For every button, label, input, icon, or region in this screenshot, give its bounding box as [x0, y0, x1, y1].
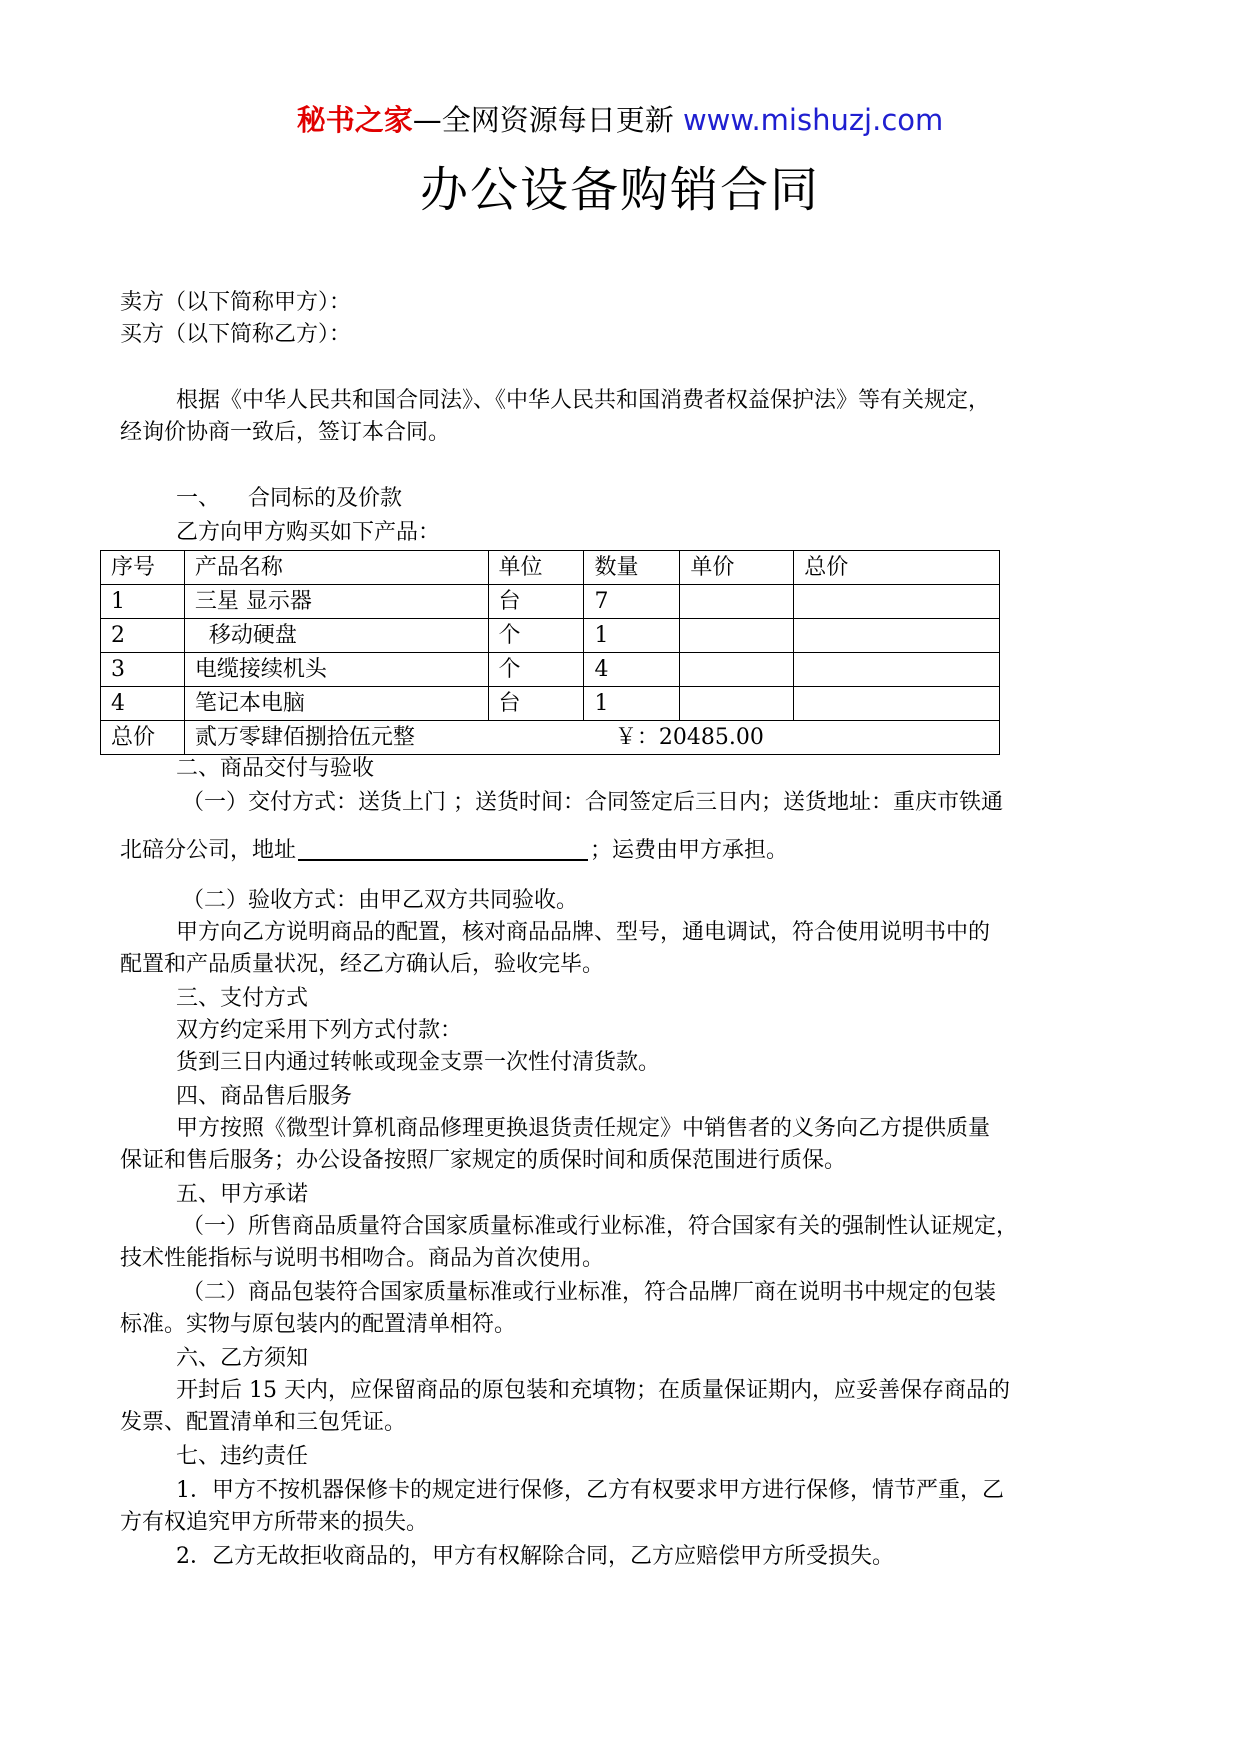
table-row: [101, 619, 1000, 653]
acceptance-detail-1: 甲方向乙方说明商品的配置，核对商品品牌、型号，通电调试，符合使用说明书中的: [176, 920, 991, 945]
aftersales-line-1: 甲方按照《微型计算机商品修理更换退货责任规定》中销售者的义务向乙方提供质量: [176, 1116, 991, 1141]
col-header-name: 产品名称: [184, 551, 488, 585]
cell-price: [680, 585, 794, 619]
cell-no: 2: [101, 619, 185, 653]
total-value-cell: [184, 721, 999, 755]
acceptance-method: （二）验收方式：由甲乙双方共同验收。: [182, 888, 579, 913]
section7-heading: 七、违约责任: [176, 1444, 309, 1469]
buyer-line: 买方（以下简称乙方）：: [120, 322, 352, 347]
total-amount: ￥：20485.00: [614, 725, 764, 750]
cell-no: 1: [101, 585, 185, 619]
seller-line: 卖方（以下简称甲方）：: [120, 290, 352, 315]
cell-price: [680, 619, 794, 653]
banner-url[interactable]: www.mishuzj.com: [682, 103, 944, 137]
table-row: [101, 687, 1000, 721]
cell-unit: 个: [488, 619, 584, 653]
col-header-no: 序号: [101, 551, 185, 585]
cell-unit: 台: [488, 585, 584, 619]
cell-name: 电缆接续机头: [184, 653, 488, 687]
cell-total: [794, 585, 1000, 619]
cell-total: [794, 687, 1000, 721]
section6-heading: 六、乙方须知: [176, 1346, 309, 1371]
aftersales-line-2: 保证和售后服务；办公设备按照厂家规定的质保时间和质保范围进行质保。: [120, 1148, 847, 1173]
section1-heading: 一、 合同标的及价款: [176, 486, 402, 511]
col-header-qty: 数量: [584, 551, 680, 585]
total-in-words: 贰万零肆佰捌拾伍元整: [194, 725, 415, 750]
cell-qty: 1: [584, 687, 680, 721]
table-row: [101, 653, 1000, 687]
goods-table: [100, 550, 1000, 755]
cell-total: [794, 653, 1000, 687]
cell-price: [680, 653, 794, 687]
col-header-price: 单价: [680, 551, 794, 585]
breach-item1-line-1: 1．甲方不按机器保修卡的规定进行保修，乙方有权要求甲方进行保修，情节严重，乙: [176, 1478, 1004, 1503]
payment-line-2: 货到三日内通过转帐或现金支票一次性付清货款。: [176, 1050, 661, 1075]
col-header-total: 总价: [794, 551, 1000, 585]
col-header-unit: 单位: [488, 551, 584, 585]
cell-unit: 台: [488, 687, 584, 721]
delivery-freight-note: ；运费由甲方承担。: [590, 838, 789, 863]
preamble-line-1: 根据《中华人民共和国合同法》、《中华人民共和国消费者权益保护法》等有关规定，: [176, 388, 991, 413]
cell-price: [680, 687, 794, 721]
section2-heading: 二、商品交付与验收: [176, 756, 375, 781]
cell-name: 移动硬盘: [184, 619, 488, 653]
promise-item2-line-1: （二）商品包装符合国家质量标准或行业标准，符合品牌厂商在说明书中规定的包装: [182, 1280, 997, 1305]
cell-no: 4: [101, 687, 185, 721]
cell-unit: 个: [488, 653, 584, 687]
cell-qty: 4: [584, 653, 680, 687]
acceptance-detail-2: 配置和产品质量状况，经乙方确认后，验收完毕。: [120, 952, 605, 977]
notice-line-1: 开封后 15 天内，应保留商品的原包装和充填物；在质量保证期内，应妥善保存商品的: [176, 1378, 1010, 1403]
promise-item2-line-2: 标准。实物与原包装内的配置清单相符。: [120, 1312, 517, 1337]
cell-name: 三星 显示器: [184, 585, 488, 619]
cell-qty: 1: [584, 619, 680, 653]
payment-line-1: 双方约定采用下列方式付款：: [176, 1018, 463, 1043]
delivery-line-2: [120, 834, 1130, 867]
delivery-address-label: 北碚分公司，地址: [120, 838, 297, 863]
section5-heading: 五、甲方承诺: [176, 1182, 309, 1207]
total-label: 总价: [101, 721, 185, 755]
address-blank-field[interactable]: [298, 835, 588, 861]
section3-heading: 三、支付方式: [176, 986, 309, 1011]
promise-item1-line-1: （一）所售商品质量符合国家质量标准或行业标准，符合国家有关的强制性认证规定，: [182, 1214, 1019, 1239]
cell-no: 3: [101, 653, 185, 687]
table-row: [101, 585, 1000, 619]
table-header-row: [101, 551, 1000, 585]
delivery-line-1: （一）交付方式：送货上门 ；送货时间：合同签定后三日内；送货地址：重庆市铁通: [182, 790, 1003, 815]
site-banner: [0, 100, 1240, 140]
cell-name: 笔记本电脑: [184, 687, 488, 721]
preamble-line-2: 经询价协商一致后，签订本合同。: [120, 420, 451, 445]
cell-qty: 7: [584, 585, 680, 619]
promise-item1-line-2: 技术性能指标与说明书相吻合。商品为首次使用。: [120, 1246, 605, 1271]
cell-total: [794, 619, 1000, 653]
banner-slogan: —全网资源每日更新: [412, 103, 683, 137]
banner-brand: 秘书之家: [296, 103, 413, 137]
section4-heading: 四、商品售后服务: [176, 1084, 353, 1109]
notice-line-2: 发票、配置清单和三包凭证。: [120, 1410, 407, 1435]
section1-intro: 乙方向甲方购买如下产品：: [176, 520, 441, 545]
breach-item1-line-2: 方有权追究甲方所带来的损失。: [120, 1510, 429, 1535]
breach-item2: 2．乙方无故拒收商品的，甲方有权解除合同，乙方应赔偿甲方所受损失。: [176, 1544, 894, 1569]
page-title: 办公设备购销合同: [419, 162, 820, 218]
table-total-row: [101, 721, 1000, 755]
